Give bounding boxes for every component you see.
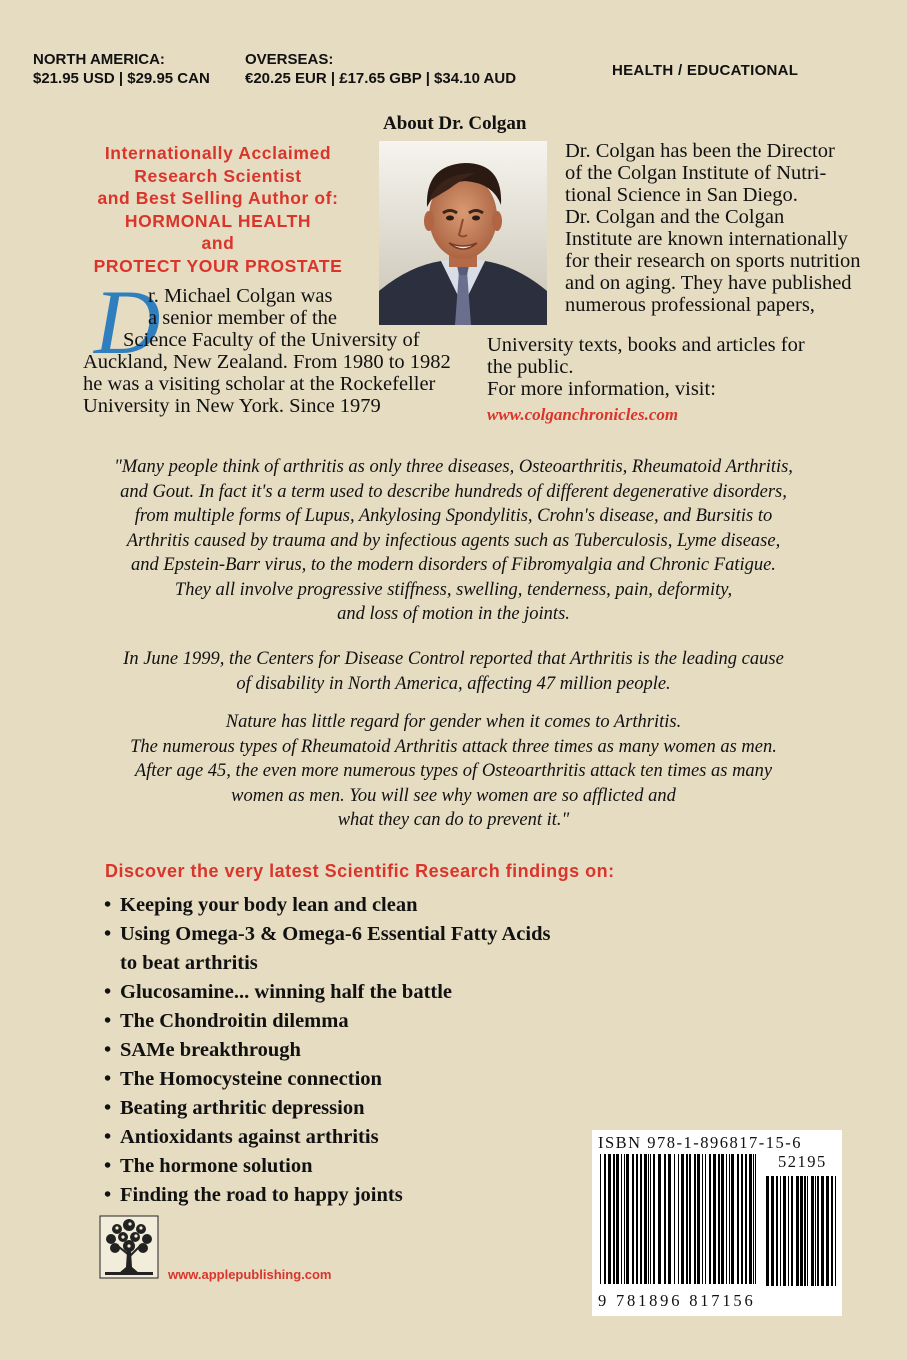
list-item-text: Antioxidants against arthritis <box>120 1126 379 1148</box>
bio-line: Auckland, New Zealand. From 1980 to 1982 <box>83 351 451 373</box>
tagline-book-title: HORMONAL HEALTH <box>124 210 312 231</box>
barcode-bar <box>702 1154 703 1284</box>
bio-line: Institute are known internationally <box>565 228 848 250</box>
barcode-bar <box>600 1154 601 1284</box>
ean-digits: 9 781896 817156 <box>598 1291 756 1310</box>
quote-line: They all involve progressive stiffness, swelling, tenderness, pain, deformity, <box>174 579 733 600</box>
list-item <box>104 1065 550 1094</box>
quote-line: The numerous types of Rheumatoid Arthritis attack three times as many women as men. <box>130 736 777 757</box>
bio-line: numerous professional papers, <box>565 294 815 316</box>
list-item <box>104 920 550 949</box>
barcode-bar <box>783 1176 786 1286</box>
about-heading: About Dr. Colgan <box>383 113 527 134</box>
quote-paragraph-1 <box>0 455 907 627</box>
barcode-bar <box>681 1154 684 1284</box>
barcode-bar <box>713 1154 716 1284</box>
barcode-bar <box>697 1154 700 1284</box>
bio-line: Dr. Colgan and the Colgan <box>565 206 785 228</box>
barcode-bar <box>604 1154 606 1284</box>
barcode-bar <box>804 1176 806 1286</box>
barcode-bar <box>650 1154 651 1284</box>
barcode-bar <box>796 1176 799 1286</box>
tagline-line: Research Scientist <box>134 165 302 186</box>
barcode-bar <box>811 1176 814 1286</box>
barcode-bar <box>718 1154 720 1284</box>
barcode-bar <box>807 1176 808 1286</box>
list-item-text: Keeping your body lean and clean <box>120 894 418 916</box>
barcode-bar <box>648 1154 649 1284</box>
bullet-symbol: • <box>104 894 112 916</box>
barcode-bar <box>658 1154 661 1284</box>
bio-line: For more information, visit: <box>487 378 716 400</box>
quote-paragraph-3 <box>0 710 907 833</box>
barcode-main <box>598 1154 758 1284</box>
list-item-text: The Chondroitin dilemma <box>120 1010 349 1032</box>
barcode-bar <box>640 1154 642 1284</box>
bio-line: of the Colgan Institute of Nutri- <box>565 162 827 184</box>
bullet-symbol: • <box>104 1010 112 1032</box>
discover-heading: Discover the very latest Scientific Research findings on: <box>105 861 615 881</box>
barcode-bar <box>709 1154 711 1284</box>
barcode-bar <box>780 1176 781 1286</box>
author-tagline <box>68 142 368 277</box>
barcode-bar <box>624 1154 625 1284</box>
barcode-bar <box>705 1154 706 1284</box>
bio-line: Dr. Colgan has been the Director <box>565 140 835 162</box>
list-item <box>104 891 550 920</box>
barcode-bar <box>721 1154 724 1284</box>
quote-line: of disability in North America, affecting 47 million people. <box>236 673 671 694</box>
list-item <box>104 1152 550 1181</box>
list-item-text: Beating arthritic depression <box>120 1097 365 1119</box>
quote-line: from multiple forms of Lupus, Ankylosing Spondylitis, Crohn's disease, and Bursitis to <box>134 506 773 526</box>
bullet-symbol: • <box>104 1039 112 1061</box>
barcode-bar <box>755 1154 756 1284</box>
overseas-prices: €20.25 EUR | £17.65 GBP | $34.10 AUD <box>245 70 517 87</box>
barcode-bar <box>668 1154 671 1284</box>
author-website-link[interactable]: www.colganchronicles.com <box>487 405 679 424</box>
barcode-bar <box>776 1176 778 1286</box>
barcode-bar <box>636 1154 638 1284</box>
north-america-prices: $21.95 USD | $29.95 CAN <box>33 70 210 87</box>
barcode-bar <box>686 1154 688 1284</box>
isbn-number: ISBN 978-1-896817-15-6 <box>598 1133 802 1152</box>
barcode-bar <box>753 1154 754 1284</box>
tagline-line: and Best Selling Author of: <box>97 188 339 208</box>
bullet-symbol: • <box>104 1126 112 1148</box>
bio-line: the public. <box>487 356 574 378</box>
findings-list <box>104 891 550 1210</box>
list-item <box>104 1123 550 1152</box>
barcode-bar <box>653 1154 655 1284</box>
bullet-symbol: • <box>104 1097 112 1119</box>
quote-line: Arthritis caused by trauma and by infectious agents such as Tuberculosis, Lyme disease, <box>126 530 781 551</box>
barcode-bar <box>800 1176 803 1286</box>
barcode-bar <box>689 1154 691 1284</box>
barcode-bar <box>608 1154 611 1284</box>
bullet-symbol: • <box>104 1068 112 1090</box>
list-item-text: The Homocysteine connection <box>120 1068 382 1090</box>
bio-line: r. Michael Colgan was <box>148 285 333 307</box>
bio-line: University texts, books and articles for <box>487 334 805 356</box>
overseas-label: OVERSEAS: <box>245 51 334 68</box>
barcode-bar <box>644 1154 647 1284</box>
quote-line: what they can do to prevent it." <box>337 810 570 830</box>
bio-line: a senior member of the <box>148 307 337 329</box>
bio-line: for their research on sports nutrition <box>565 250 861 272</box>
list-item-continuation: to beat arthritis <box>120 952 258 974</box>
barcode-addon <box>764 1176 838 1306</box>
barcode-bar <box>745 1154 747 1284</box>
bio-left-column <box>83 285 451 417</box>
barcode-bar <box>632 1154 634 1284</box>
barcode-bar <box>731 1154 734 1284</box>
quote-line: and loss of motion in the joints. <box>337 604 570 624</box>
barcode-bar <box>674 1154 675 1284</box>
list-item <box>104 1181 550 1210</box>
list-item-text: Finding the road to happy joints <box>120 1184 403 1206</box>
list-item-text: SAMe breakthrough <box>120 1039 301 1061</box>
bio-line: tional Science in San Diego. <box>565 184 798 206</box>
pricing-north-america <box>33 50 210 88</box>
barcode-bar <box>626 1154 629 1284</box>
barcode-bar <box>817 1176 819 1286</box>
barcode-bar <box>788 1176 789 1286</box>
barcode-bar <box>771 1176 774 1286</box>
bullet-symbol: • <box>104 981 112 1003</box>
bio-right-lower <box>487 334 867 400</box>
quote-line: women as men. You will see why women are so afflicted and <box>231 785 676 806</box>
barcode-bar <box>616 1154 619 1284</box>
north-america-label: NORTH AMERICA: <box>33 51 165 68</box>
barcode-bar <box>815 1176 816 1286</box>
publisher-website-link[interactable]: www.applepublishing.com <box>168 1267 332 1282</box>
quote-line: and Epstein-Barr virus, to the modern disorders of Fibromyalgia and Chronic Fatigue. <box>131 555 776 575</box>
quote-line: After age 45, the even more numerous types of Osteoarthritis attack ten times as many <box>134 761 773 781</box>
barcode-bar <box>835 1176 836 1286</box>
barcode-bar <box>678 1154 679 1284</box>
bullet-symbol: • <box>104 1155 112 1177</box>
barcode-bar <box>831 1176 833 1286</box>
tagline-line: and <box>201 233 235 253</box>
bio-line: University in New York. Since 1979 <box>83 395 381 417</box>
bio-right-column <box>565 140 885 316</box>
tagline-book-title: PROTECT YOUR PROSTATE <box>93 255 343 276</box>
list-item-text: The hormone solution <box>120 1155 313 1177</box>
barcode-bar <box>821 1176 824 1286</box>
barcode-bar <box>737 1154 739 1284</box>
bio-dropcap: D <box>94 271 161 373</box>
quote-line: and Gout. In fact it's a term used to describe hundreds of different degenerative disorders, <box>120 481 787 502</box>
barcode-bar <box>729 1154 730 1284</box>
barcode-bar <box>791 1176 793 1286</box>
bio-line: he was a visiting scholar at the Rockefeller <box>83 373 436 395</box>
isbn-barcode <box>592 1130 842 1316</box>
pricing-overseas <box>245 50 516 88</box>
list-item <box>104 978 550 1007</box>
quote-line: "Many people think of arthritis as only three diseases, Osteoarthritis, Rheumatoid Arthritis, <box>114 457 793 477</box>
barcode-bar <box>749 1154 752 1284</box>
bullet-symbol: • <box>104 923 112 945</box>
list-item <box>104 1094 550 1123</box>
tagline-line: Internationally Acclaimed <box>104 143 332 163</box>
barcode-bar <box>613 1154 615 1284</box>
quote-line: In June 1999, the Centers for Disease Control reported that Arthritis is the leading cause <box>123 649 784 669</box>
publisher-logo <box>99 1215 159 1279</box>
quote-paragraph-2 <box>0 647 907 696</box>
barcode-bar <box>766 1176 769 1286</box>
tree-icon <box>99 1215 159 1279</box>
barcode-bar <box>621 1154 622 1284</box>
bio-line: and on aging. They have published <box>565 272 852 294</box>
barcode-bar <box>694 1154 696 1284</box>
quote-line: Nature has little regard for gender when it comes to Arthritis. <box>225 712 682 732</box>
barcode-bar <box>726 1154 727 1284</box>
barcode-bar <box>826 1176 829 1286</box>
list-item-text: Using Omega-3 & Omega-6 Essential Fatty Acids <box>120 923 551 945</box>
list-item <box>104 1036 550 1065</box>
list-item <box>104 1007 550 1036</box>
bio-line: Science Faculty of the University of <box>123 329 420 351</box>
barcode-bar <box>741 1154 743 1284</box>
category-label: HEALTH / EDUCATIONAL <box>612 62 799 79</box>
list-item-text: Glucosamine... winning half the battle <box>120 981 453 1003</box>
bullet-symbol: • <box>104 1184 112 1206</box>
barcode-bar <box>664 1154 666 1284</box>
price-code: 52195 <box>778 1152 827 1171</box>
